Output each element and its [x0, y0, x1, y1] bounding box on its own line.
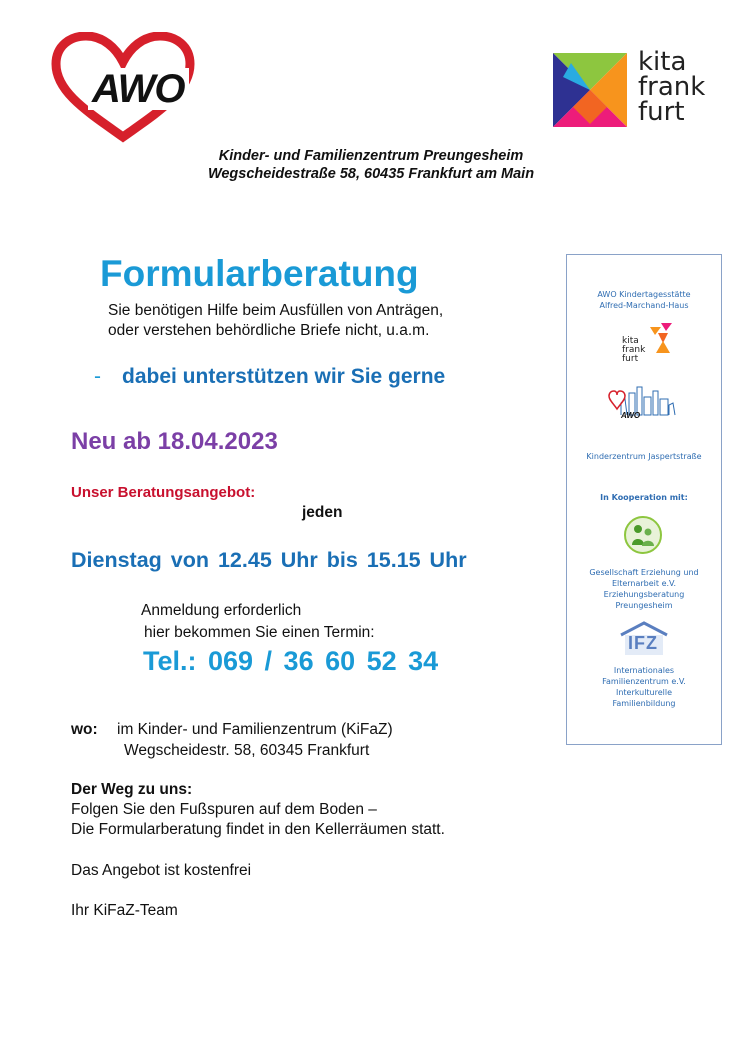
sidebar-cooperation-label: In Kooperation mit: — [600, 493, 688, 502]
partner2-line-2: Familienzentrum e.V. — [602, 677, 686, 686]
ifz-text: IFZ — [628, 633, 658, 653]
sidebar-kita-word-3: furt — [622, 354, 639, 364]
partner1-line-4: Preungesheim — [615, 601, 673, 610]
partner-sidebar — [566, 254, 722, 745]
sidebar-center-name: Kinderzentrum Jaspertstraße — [586, 452, 702, 461]
sidebar-awo-skyline-logo — [607, 383, 681, 435]
awo-logo — [48, 32, 198, 147]
kita-word-1: kita — [638, 47, 687, 77]
partner2-line-1: Internationales — [613, 666, 675, 675]
partner1-line-1: Gesellschaft Erziehung und — [589, 568, 699, 577]
phone-number: Tel.: 069 / 36 60 52 34 — [143, 646, 439, 676]
ifz-logo — [619, 621, 669, 657]
subtitle-line-1: Sie benötigen Hilfe beim Ausfüllen von Anträgen, — [108, 302, 444, 319]
partner1-line-3: Erziehungsberatung — [603, 590, 685, 599]
partner2-line-3: Interkulturelle — [615, 688, 673, 697]
registration-line-1: Anmeldung erforderlich — [141, 602, 302, 619]
sidebar-kita-word-1: kita — [622, 336, 639, 346]
sidebar-tangram-icon — [650, 323, 672, 353]
kita-word-2: frank — [638, 72, 706, 102]
sidebar-awo-text: AWO — [621, 411, 641, 420]
registration-line-2: hier bekommen Sie einen Termin: — [144, 624, 375, 641]
schedule: Dienstag von 12.45 Uhr bis 15.15 Uhr — [71, 548, 467, 572]
kita-logo-text — [638, 47, 706, 127]
organization-address: Wegscheidestraße 58, 60435 Frankfurt am Main — [207, 166, 535, 182]
sidebar-kita-name-1: AWO Kindertagesstätte — [597, 290, 691, 299]
where-line-2: Wegscheidestr. 58, 60345 Frankfurt — [124, 742, 370, 759]
sidebar-kita-logo — [622, 323, 682, 369]
support-line: dabei unterstützen wir Sie gerne — [122, 365, 446, 388]
awo-logo-text: AWO — [88, 68, 189, 110]
offer-label: Unser Beratungsangebot: — [71, 484, 256, 501]
where-label: wo: — [71, 721, 98, 738]
dash-bullet: - — [94, 365, 101, 388]
way-heading: Der Weg zu uns: — [71, 781, 193, 798]
kita-tangram-icon — [553, 53, 627, 127]
sidebar-kita-word-2: frank — [622, 345, 646, 355]
signoff: Ihr KiFaZ-Team — [71, 902, 178, 919]
kita-word-3: furt — [638, 97, 685, 127]
way-line-1: Folgen Sie den Fußspuren auf dem Boden – — [71, 801, 377, 818]
page-title: Formularberatung — [100, 253, 419, 294]
kita-frankfurt-logo — [553, 47, 725, 130]
new-from-date: Neu ab 18.04.2023 — [71, 428, 278, 455]
skyline-icon — [607, 383, 681, 423]
sidebar-kita-name-2: Alfred-Marchand-Haus — [599, 301, 689, 310]
sidebar-kita-text — [622, 337, 645, 364]
partner1-line-2: Elternarbeit e.V. — [611, 579, 677, 588]
where-line-1: im Kinder- und Familienzentrum (KiFaZ) — [117, 721, 393, 738]
every-label: jeden — [302, 504, 343, 521]
partner1-logo — [623, 515, 663, 555]
way-line-2: Die Formularberatung findet in den Kellerräumen statt. — [71, 821, 445, 838]
family-circle-icon — [623, 515, 663, 555]
subtitle-line-2: oder verstehen behördliche Briefe nicht, u.a.m. — [108, 322, 430, 339]
organization-name: Kinder- und Familienzentrum Preungesheim — [218, 148, 524, 164]
partner2-line-4: Familienbildung — [612, 699, 676, 708]
free-note: Das Angebot ist kostenfrei — [71, 862, 252, 879]
